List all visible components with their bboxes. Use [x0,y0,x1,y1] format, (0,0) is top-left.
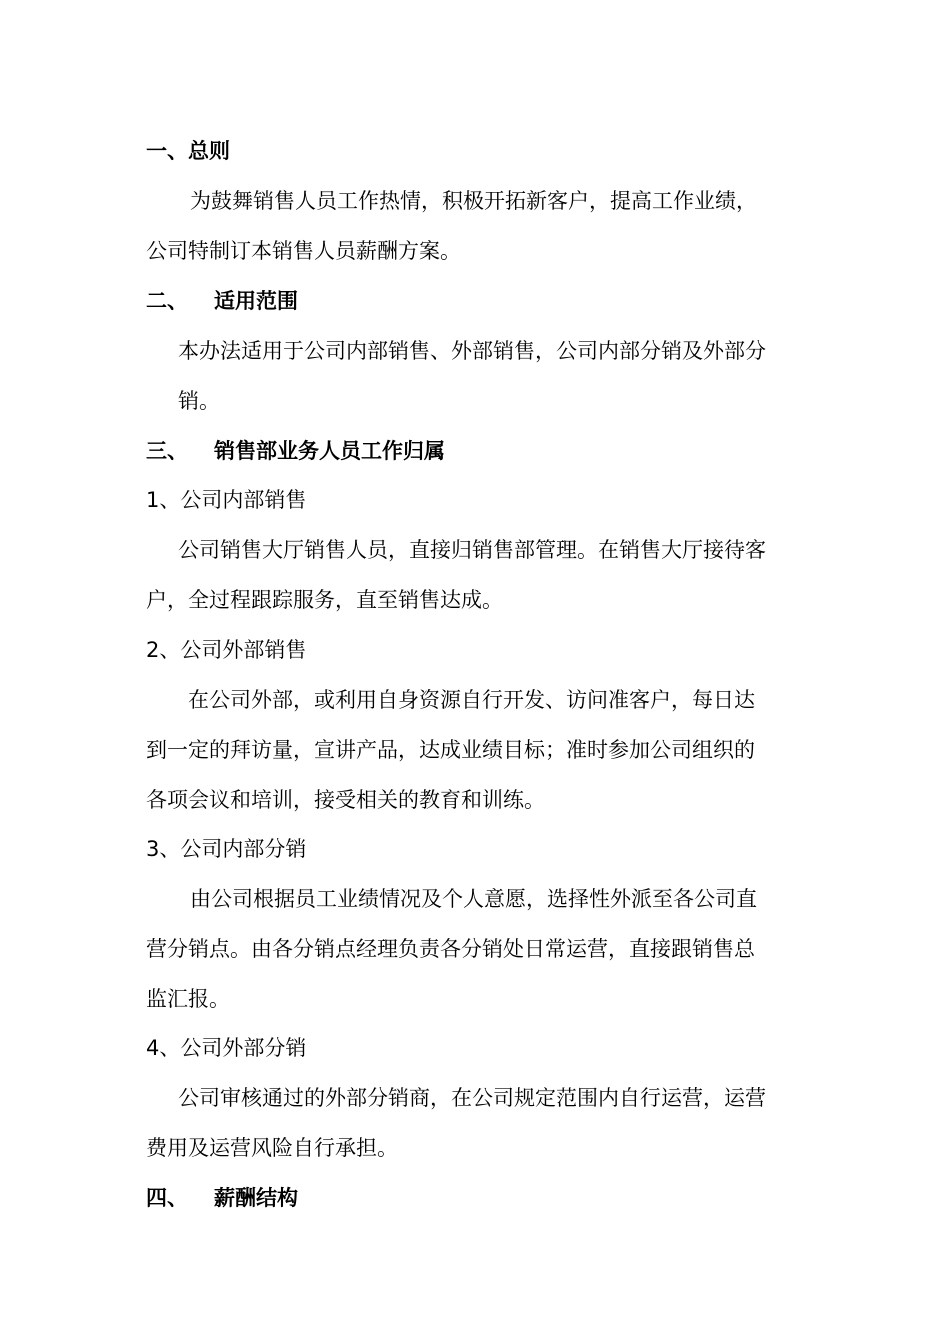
section-number: 三、 [146,439,188,463]
section-heading-salary-structure [146,1184,826,1212]
section-heading-scope [146,287,826,315]
paragraph-line: 户，全过程跟踪服务，直至销售达成。 [146,588,503,612]
item-title: 2、公司外部销售 [146,638,307,662]
paragraph-line: 公司销售大厅销售人员，直接归销售部管理。在销售大厅接待客 [178,538,766,562]
paragraph-line: 各项会议和培训，接受相关的教育和训练。 [146,788,545,812]
paragraph-line: 公司特制订本销售人员薪酬方案。 [146,239,461,263]
section-heading-attribution [146,437,826,465]
paragraph-line: 公司审核通过的外部分销商，在公司规定范围内自行运营，运营 [178,1086,766,1110]
paragraph-line: 监汇报。 [146,987,230,1011]
paragraph-line: 为鼓舞销售人员工作热情，积极开拓新客户，提高工作业绩， [190,189,757,213]
item-title: 4、公司外部分销 [146,1036,307,1060]
section-title: 适用范围 [214,289,298,313]
section-number: 二、 [146,289,188,313]
paragraph-line: 销。 [178,389,220,413]
section-title: 薪酬结构 [214,1186,298,1210]
paragraph-line: 本办法适用于公司内部销售、外部销售，公司内部分销及外部分 [178,339,766,363]
paragraph-line: 营分销点。由各分销点经理负责各分销处日常运营，直接跟销售总 [146,937,755,961]
paragraph-line: 在公司外部，或利用自身资源自行开发、访问准客户，每日达 [188,688,755,712]
item-title: 3、公司内部分销 [146,837,307,861]
section-heading-general: 一、总则 [146,139,230,163]
paragraph-line: 由公司根据员工业绩情况及个人意愿，选择性外派至各公司直 [190,887,757,911]
paragraph-line: 费用及运营风险自行承担。 [146,1136,398,1160]
section-number: 四、 [146,1186,188,1210]
section-title: 销售部业务人员工作归属 [214,439,445,463]
paragraph-line: 到一定的拜访量，宣讲产品，达成业绩目标；准时参加公司组织的 [146,738,755,762]
item-title: 1、公司内部销售 [146,488,307,512]
